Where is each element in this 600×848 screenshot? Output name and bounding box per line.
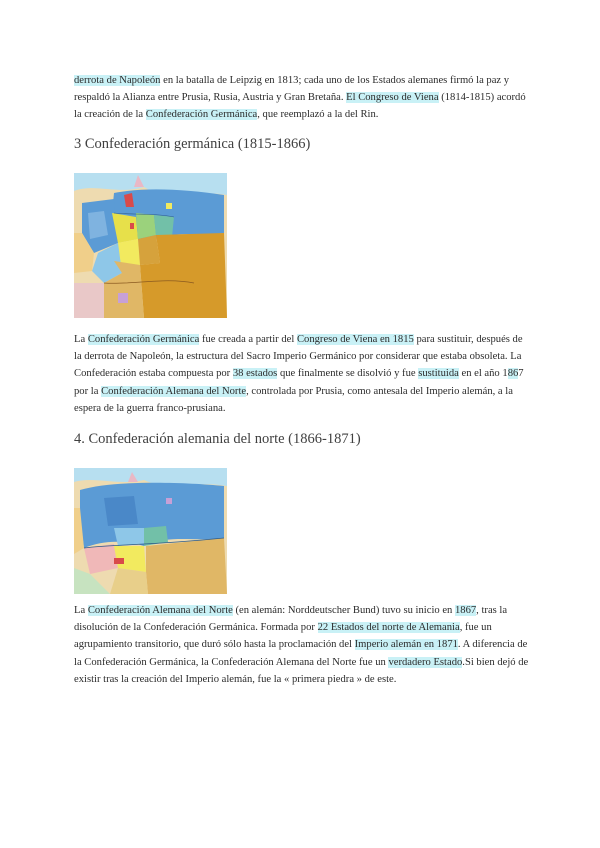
highlighted-text: Confederación Germánica [87, 334, 200, 345]
confederacion-germanica-paragraph [74, 331, 530, 417]
map-confederacion-germanica [74, 173, 227, 318]
confederacion-norte-paragraph [74, 602, 530, 688]
heading-confederacion-germanica: 3 Confederación germánica (1815-1866) [74, 136, 311, 152]
highlighted-text: 38 estados [232, 368, 278, 380]
text-run: , tras la disolución de la Confederación Germánica. Formada por [74, 605, 508, 634]
highlighted-text: derrota de Napoleón [74, 75, 161, 86]
intro-paragraph [74, 72, 530, 124]
text-run: en el año 1 [458, 368, 508, 380]
text-run: para sustituir, después de la derrota de Napoleón, la estructura del Sacro Imperio Germánico por considerar que estaba obsoleta. La Confederación estaba compuesta por [74, 334, 523, 380]
text-run: . A diferencia de la Confederación Germánica, la Confederación Alemana del Norte fue un [74, 639, 528, 668]
highlighted-text: Confederación Alemana del Norte [101, 385, 247, 397]
text-run: 7 por la [74, 368, 524, 397]
highlighted-text: verdadero Estado [388, 656, 463, 668]
highlighted-text: Congreso de Viena en 1815 [296, 334, 414, 345]
highlighted-text: 1867 [454, 605, 477, 616]
text-run: (1814-1815) acordó la creación de la [74, 92, 526, 121]
highlighted-text: 86 [507, 368, 519, 380]
text-run: , controlada por Prusia, como antesala del Imperio alemán, a la espera de la guerra franco-prusiana. [74, 385, 513, 414]
text-run: que finalmente se disolvió y fue [277, 368, 419, 380]
highlighted-text: Imperio alemán en 1871 [354, 639, 458, 651]
text-run: .Si bien dejó de existir tras la creación del Imperio alemán, fue la « primera piedra » de este. [74, 656, 529, 685]
text-run: (en alemán: Norddeutscher Bund) tuvo su inicio en [232, 605, 455, 616]
text-run: La [74, 334, 88, 345]
text-run: , que reemplazó a la del Rin. [257, 109, 379, 121]
map-confederacion-norte [74, 468, 227, 594]
highlighted-text: Confederación Germánica [145, 109, 258, 121]
highlighted-text: Confederación Alemana del Norte [87, 605, 233, 616]
text-run: La [74, 605, 88, 616]
heading-confederacion-norte: 4. Confederación alemania del norte (1866-1871) [74, 431, 361, 447]
highlighted-text: 22 Estados del norte de Alemania [317, 622, 460, 634]
text-run: en la batalla de Leipzig en 1813; cada uno de los Estados alemanes firmó la paz y respaldó la Alianza entre Prusia, Rusia, Austria y Gran Bretaña. [74, 75, 510, 104]
highlighted-text: El Congreso de Viena [346, 92, 439, 104]
highlighted-text: sustituida [418, 368, 459, 380]
text-run: , fue un agrupamiento transitorio, que duró sólo hasta la proclamación del [74, 622, 492, 651]
text-run: fue creada a partir del [199, 334, 297, 345]
